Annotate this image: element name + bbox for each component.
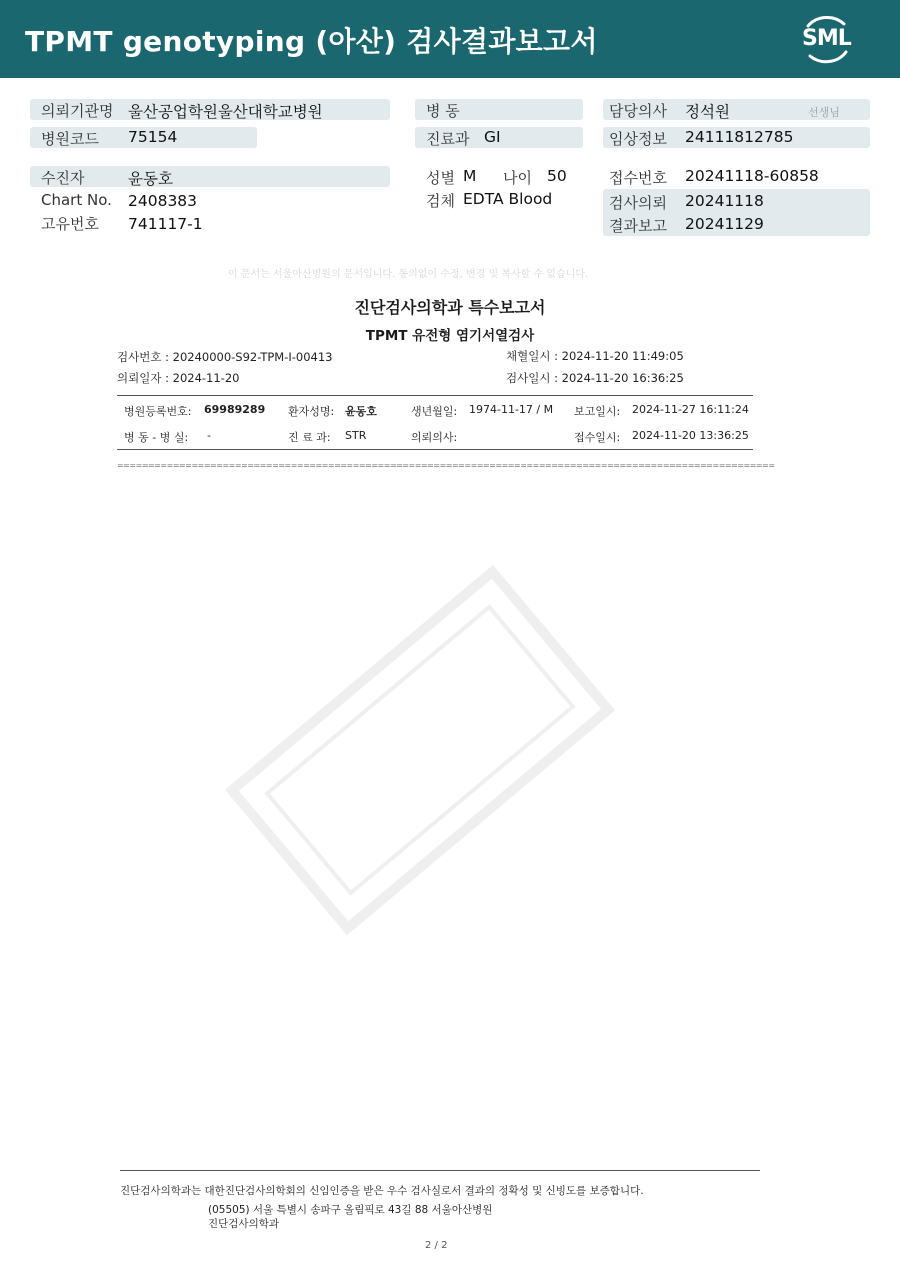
- doc-subtitle: TPMT 유전형 염기서열검사: [365, 328, 535, 344]
- patient-name-value: 윤동호: [345, 405, 377, 418]
- doctor-label: 담당의사: [609, 102, 667, 120]
- test-time: 검사일시 : 2024-11-20 16:36:25: [506, 371, 684, 385]
- sex-value: M: [463, 167, 477, 185]
- footer-rule: [120, 1170, 760, 1171]
- doctor-suffix: 선생님: [808, 106, 840, 119]
- institution-value: 울산공업학원울산대학교병원: [128, 103, 323, 121]
- sex-label: 성별: [426, 169, 455, 187]
- chart-no-value: 2408383: [128, 192, 198, 210]
- hospital-code-label: 병원코드: [41, 130, 99, 148]
- institution-label: 의뢰기관명: [41, 102, 114, 120]
- patient-label: 수진자: [41, 169, 85, 187]
- page-number: 2 / 2: [425, 1240, 448, 1251]
- unique-no-label: 고유번호: [41, 215, 99, 233]
- footer-statement: 진단검사의학과는 대한진단검사의학회의 신임인증을 받은 우수 검사실로서 결과의 정확성 및 신빙도를 보증합니다.: [120, 1185, 644, 1197]
- age-value: 50: [547, 167, 567, 185]
- report-time-value: 2024-11-27 16:11:24: [632, 403, 749, 416]
- reg-no-label: 병원등록번호:: [124, 405, 192, 418]
- collect-time: 채혈일시 : 2024-11-20 11:49:05: [506, 349, 684, 363]
- copy-notice: 이 문서는 서울아산병원의 문서입니다. 동의없이 수정, 변경 및 복사할 수 없습니다.: [228, 269, 589, 280]
- watermark-stamp: [178, 513, 662, 987]
- specimen-label: 검체: [426, 192, 455, 210]
- receipt-no-value: 20241118-60858: [685, 167, 819, 185]
- report-title: TPMT genotyping (아산) 검사결과보고서: [25, 25, 598, 58]
- doc-dept-value: STR: [345, 429, 367, 442]
- dept-label: 진료과: [426, 130, 470, 148]
- dob-value: 1974-11-17 / M: [469, 403, 554, 416]
- doc-dept-label: 진 료 과:: [288, 431, 331, 444]
- ward-room-value: -: [207, 429, 211, 442]
- doctor-value: 정석원: [685, 103, 730, 121]
- report-date-value: 20241129: [685, 215, 764, 233]
- report-time-label: 보고일시:: [574, 405, 621, 418]
- referring-doctor-label: 의뢰의사:: [411, 431, 458, 444]
- dashed-separator: ==========================================================================================================: [117, 461, 775, 470]
- dob-label: 생년월일:: [411, 405, 458, 418]
- doc-title: 진단검사의학과 특수보고서: [354, 298, 546, 317]
- table-bottom-rule: [117, 449, 753, 450]
- specimen-value: EDTA Blood: [463, 190, 553, 208]
- patient-value: 윤동호: [128, 170, 173, 188]
- dept-value: GI: [484, 128, 501, 146]
- receipt-time-label: 접수일시:: [574, 431, 621, 444]
- chart-no-label: Chart No.: [41, 191, 112, 209]
- hospital-code-value: 75154: [128, 128, 178, 146]
- test-number: 검사번호 : 20240000-S92-TPM-I-00413: [117, 350, 333, 364]
- age-label: 나이: [503, 169, 532, 187]
- unique-no-value: 741117-1: [128, 215, 203, 233]
- receipt-time-value: 2024-11-20 13:36:25: [632, 429, 749, 442]
- report-date-label: 결과보고: [609, 217, 667, 235]
- request-date-value: 20241118: [685, 192, 764, 210]
- reg-no-value: 69989289: [204, 403, 266, 416]
- request-date-label: 검사의뢰: [609, 194, 667, 212]
- patient-name-label: 환자성명:: [288, 405, 335, 418]
- clinical-info-label: 임상정보: [609, 130, 667, 148]
- clinical-info-value: 24111812785: [685, 128, 794, 146]
- request-date: 의뢰일자 : 2024-11-20: [117, 371, 240, 385]
- ward-label: 병 동: [426, 102, 460, 120]
- footer-address: (05505) 서울 특별시 송파구 올림픽로 43길 88 서울아산병원: [208, 1204, 493, 1216]
- footer-dept: 진단검사의학과: [208, 1218, 280, 1230]
- report-header: [0, 0, 900, 78]
- logo-text: SML: [802, 26, 851, 51]
- ward-room-label: 병 동 - 병 실:: [124, 431, 189, 444]
- table-top-rule: [117, 395, 753, 396]
- sml-logo: [796, 12, 856, 66]
- receipt-no-label: 접수번호: [609, 169, 667, 187]
